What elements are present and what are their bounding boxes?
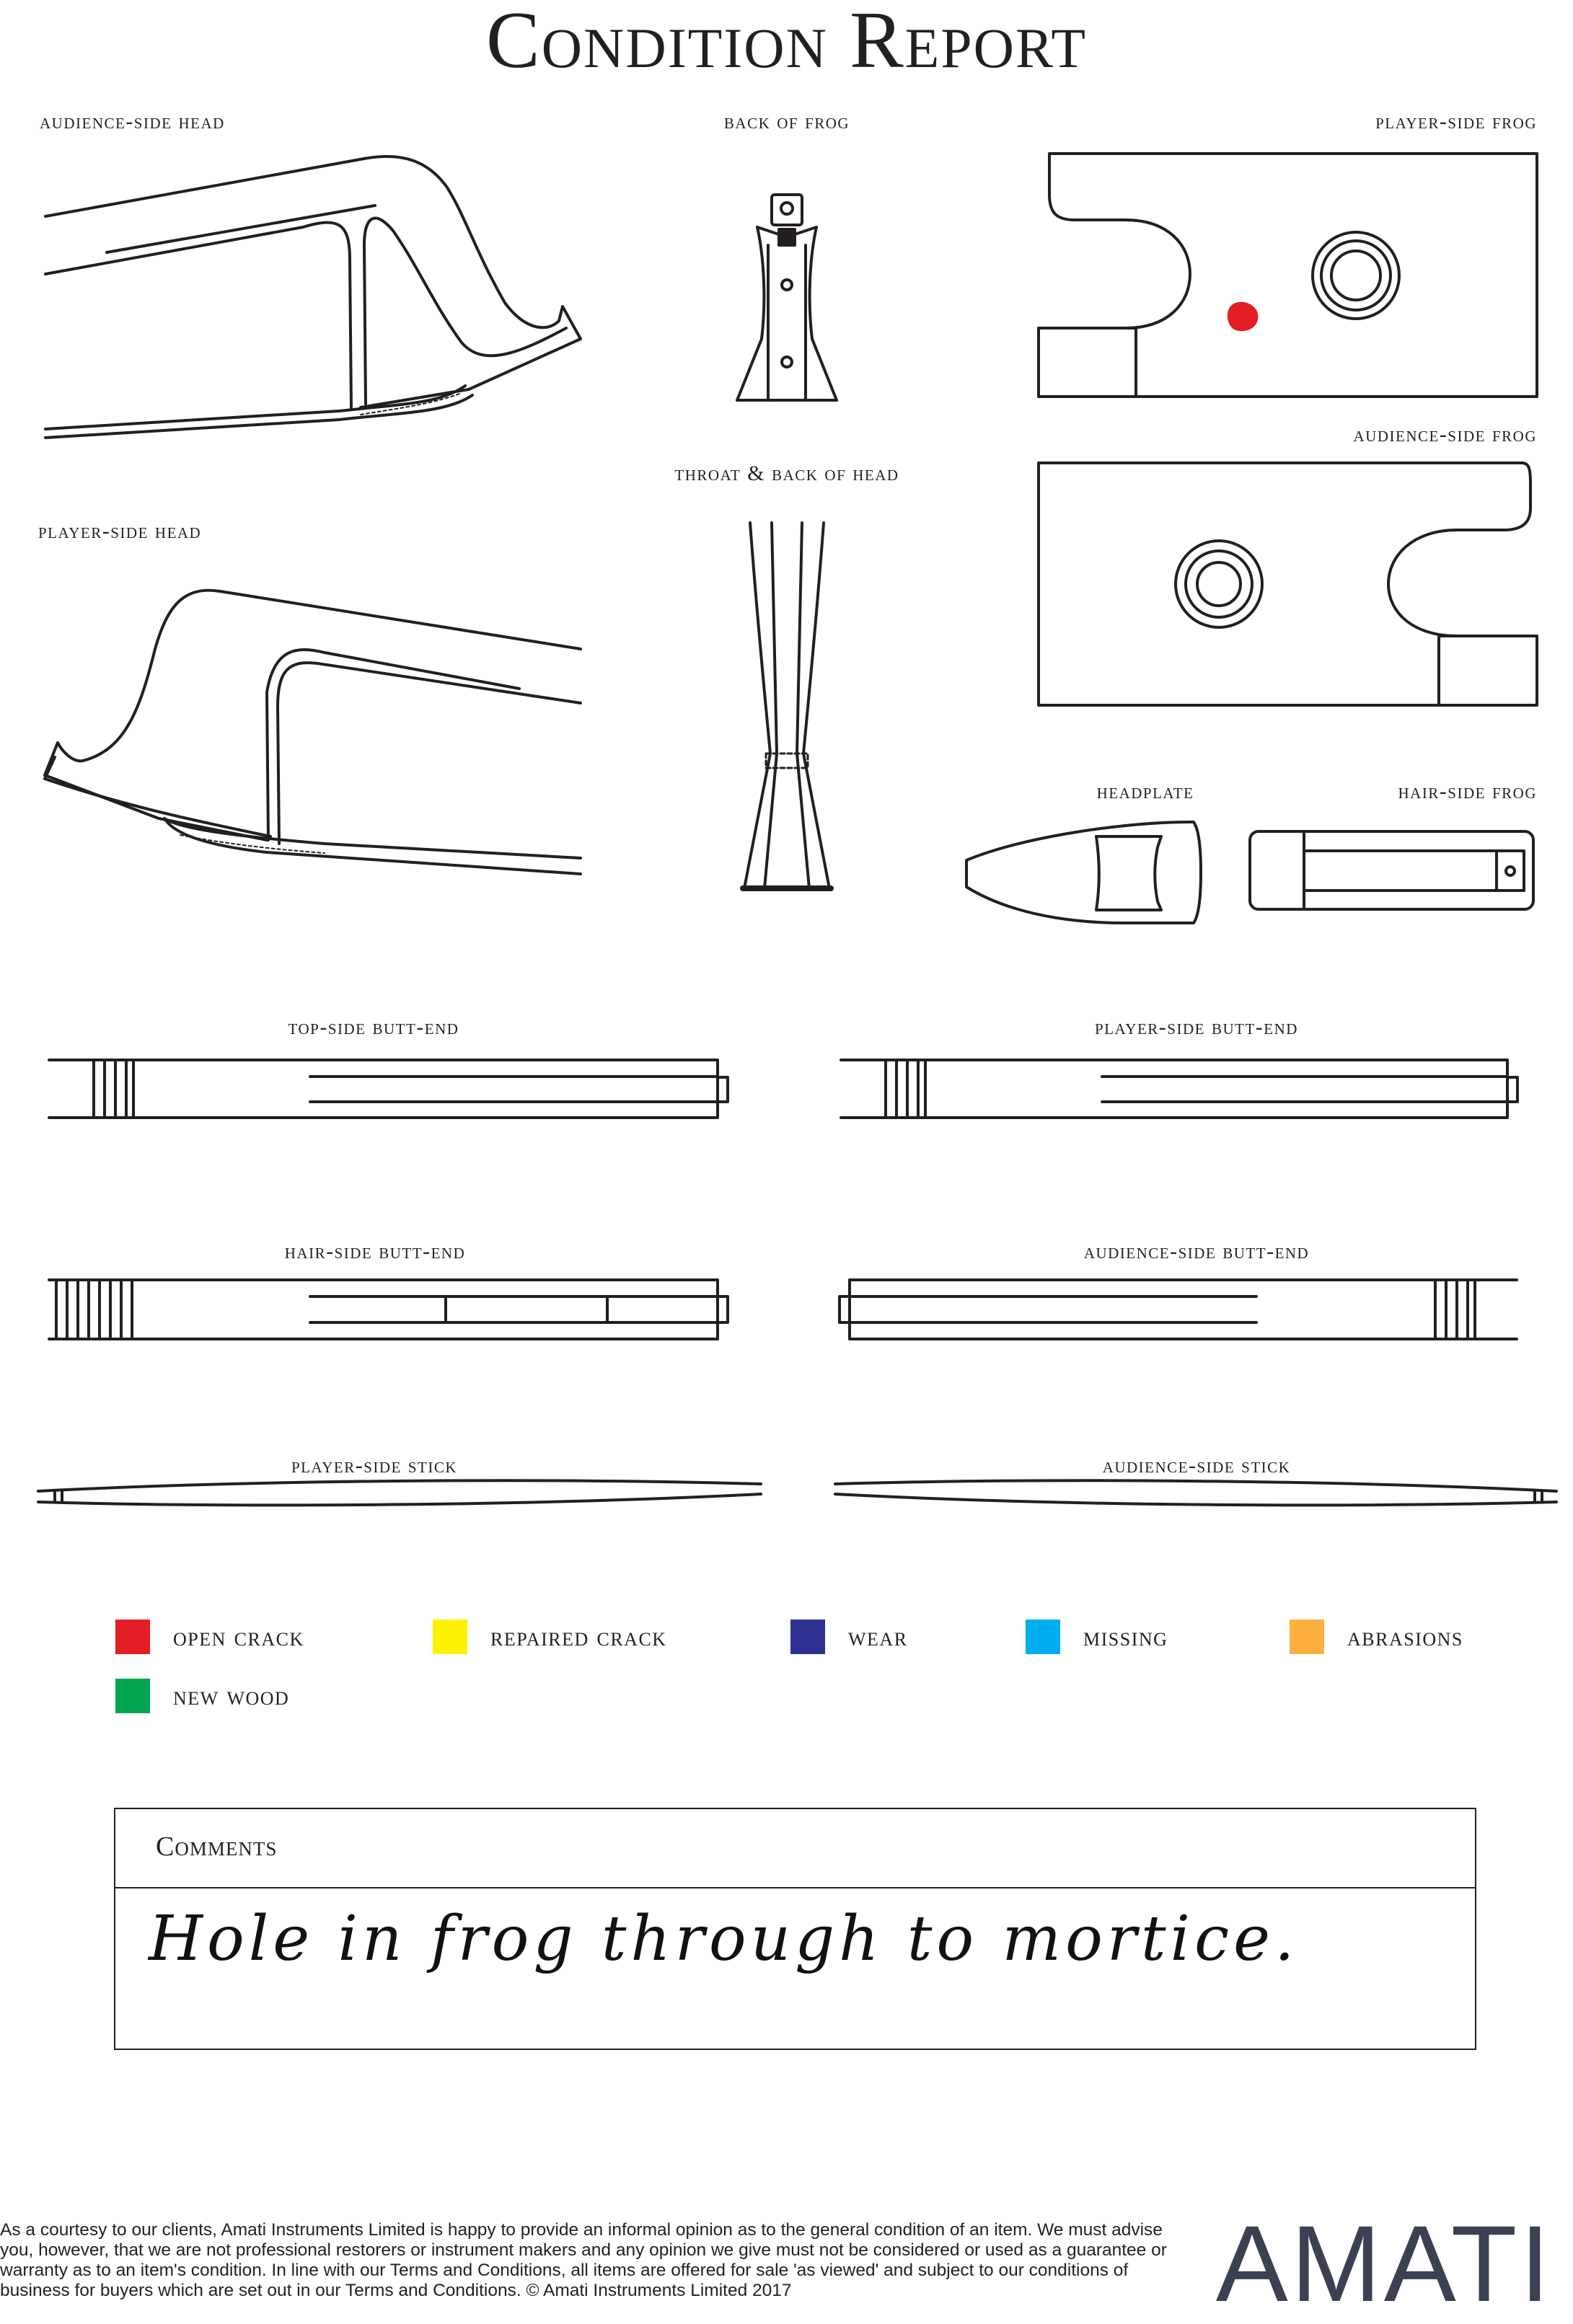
amati-logo: AMATI	[1215, 2203, 1553, 2324]
headplate-diagram	[966, 822, 1201, 923]
label-back-of-frog: back of frog	[723, 110, 850, 133]
label-audience-side-butt-end: audience-side butt-end	[1083, 1240, 1310, 1263]
player-side-stick-diagram	[38, 1480, 761, 1505]
comments-header	[115, 1809, 1475, 1888]
legend-label: open crack	[173, 1622, 304, 1652]
label-throat-back-of-head: throat & back of head	[674, 461, 899, 485]
legend-label: abrasions	[1347, 1622, 1463, 1652]
throat-back-of-head-diagram	[743, 523, 831, 888]
label-top-side-butt-end: top-side butt-end	[288, 1015, 459, 1039]
audience-side-butt-end-diagram	[840, 1280, 1517, 1339]
legend-abrasions	[1290, 1619, 1463, 1655]
audience-side-head-diagram	[45, 156, 581, 438]
abrasions-swatch	[1290, 1620, 1324, 1654]
player-side-head-diagram	[45, 591, 581, 874]
label-player-side-frog: player-side frog	[1375, 110, 1537, 133]
legend-open-crack	[115, 1619, 304, 1655]
comments-box	[114, 1808, 1476, 2050]
label-audience-side-stick: audience-side stick	[1102, 1454, 1291, 1477]
label-player-side-head: player-side head	[38, 519, 202, 543]
legend-label: wear	[848, 1622, 908, 1652]
missing-swatch	[1026, 1620, 1060, 1654]
hair-side-butt-end-diagram	[49, 1280, 728, 1339]
legend-new-wood	[115, 1678, 289, 1714]
legend-missing	[1026, 1619, 1168, 1655]
top-side-butt-end-diagram	[49, 1060, 728, 1118]
open-crack-swatch	[115, 1620, 150, 1654]
repaired-crack-swatch	[433, 1620, 467, 1654]
audience-side-stick-diagram	[835, 1480, 1556, 1505]
comments-text: Hole in frog through to mortice.	[149, 1903, 1299, 1975]
player-side-frog-diagram	[1039, 154, 1537, 397]
disclaimer-text: As a courtesy to our clients, Amati Instruments Limited is happy to provide an informal opinion as to the general condition of an item. We must advise you, however, that we are not professional restorers or instrument makers and any opinion we give must not be considered or used as a guarantee or warranty as to an item's condition. In line with our Terms and Conditions, all items are offered for sale 'as viewed' and subject to our conditions of business for buyers which are set out in our Terms and Conditions. © Amati Instruments Limited 2017	[0, 2220, 1167, 2300]
label-hair-side-frog: hair-side frog	[1398, 779, 1537, 803]
label-audience-side-frog: audience-side frog	[1353, 423, 1537, 446]
comments-title: Comments	[156, 1832, 278, 1862]
hair-side-frog-diagram	[1250, 831, 1533, 909]
wear-swatch	[790, 1620, 825, 1654]
legend-label: new wood	[173, 1681, 290, 1711]
legend-wear	[790, 1619, 908, 1655]
label-player-side-butt-end: player-side butt-end	[1095, 1015, 1298, 1039]
label-hair-side-butt-end: hair-side butt-end	[284, 1240, 466, 1263]
audience-side-frog-diagram	[1039, 463, 1537, 705]
label-audience-side-head: audience-side head	[40, 110, 225, 133]
player-side-butt-end-diagram	[841, 1060, 1517, 1118]
page-title: Condition Report	[486, 0, 1087, 85]
back-of-frog-diagram	[737, 195, 837, 400]
label-player-side-stick: player-side stick	[291, 1454, 458, 1477]
legend-label: missing	[1083, 1622, 1168, 1652]
new-wood-swatch	[115, 1679, 150, 1713]
legend-repaired-crack	[433, 1619, 667, 1655]
open-crack-mark	[1228, 303, 1258, 330]
label-headplate: headplate	[1096, 779, 1194, 803]
legend-label: repaired crack	[490, 1622, 667, 1652]
